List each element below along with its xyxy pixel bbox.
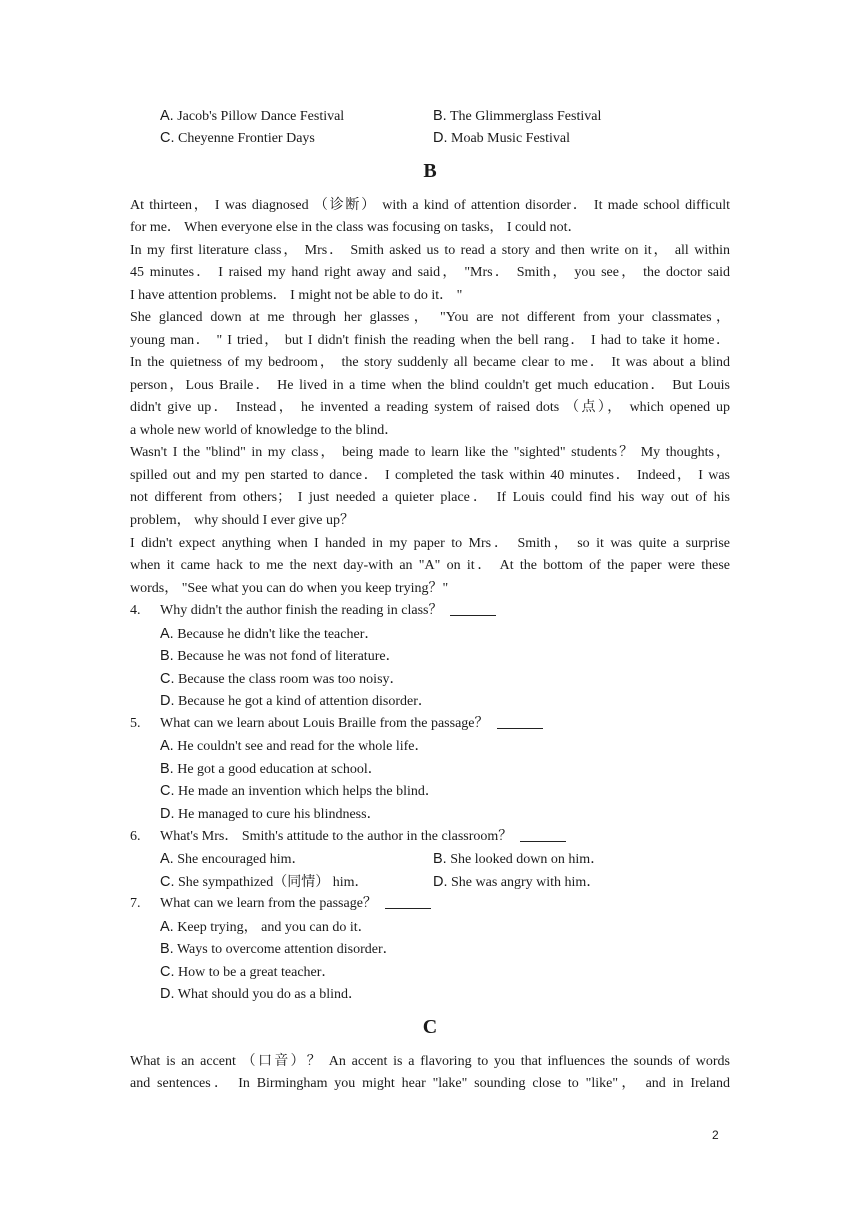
question-5 — [130, 713, 543, 736]
passage-line: Wasn't I the "blind" in my class， being made to learn like the "sighted" students？ My thoughts， — [130, 445, 730, 460]
passage-line: person，Lous Braile． He lived in a time when the blind couldn't get much education． But Louis — [130, 378, 730, 393]
passage-line: for me． When everyone else in the class was focusing on tasks， I could not． — [130, 220, 582, 235]
option-letter: A. — [160, 626, 174, 642]
q4-option-c — [160, 668, 404, 692]
option-text: He managed to cure his blindness． — [178, 807, 381, 822]
option-letter: D. — [160, 986, 175, 1002]
option-b — [433, 105, 601, 129]
q4-option-b — [160, 645, 400, 669]
question-text: What can we learn from the passage？ — [160, 896, 377, 911]
option-text: The Glimmerglass Festival — [449, 109, 602, 124]
q7-option-c — [160, 961, 335, 985]
passage-line: In the quietness of my bedroom， the story suddenly all became clear to me． It was about a blind — [130, 355, 730, 370]
option-letter: C. — [160, 783, 175, 799]
option-letter: A. — [160, 919, 174, 935]
option-d — [433, 127, 570, 151]
passage-line: spilled out and my pen started to dance． I completed the task within 40 minutes． Indeed， I was — [130, 468, 730, 483]
option-text: Jacob's Pillow Dance Festival — [177, 109, 345, 124]
option-text: How to be a great teacher． — [178, 965, 336, 980]
page-number: 2 — [712, 1128, 719, 1142]
question-6 — [130, 826, 566, 849]
option-letter: C. — [160, 130, 175, 146]
option-text: He got a good education at school． — [177, 762, 382, 777]
passage-line: I didn't expect anything when I handed in my paper to Mrs． Smith， so it was quite a surprise — [130, 536, 730, 551]
option-text: Because he was not fond of literature． — [177, 649, 400, 664]
question-number: 7. — [130, 896, 141, 911]
q7-option-b — [160, 938, 397, 962]
option-text: Because he didn't like the teacher． — [177, 627, 379, 642]
passage-line: At thirteen， I was diagnosed （诊断） with a kind of attention disorder． It made school difficult — [130, 198, 730, 213]
question-text: What's Mrs． Smith's attitude to the author in the classroom？ — [160, 829, 513, 844]
option-text: Cheyenne Frontier Days — [178, 131, 315, 146]
option-text: Ways to overcome attention disorder． — [176, 942, 397, 957]
option-letter: C. — [160, 874, 175, 890]
question-text: Why didn't the author finish the reading in class？ — [160, 603, 443, 618]
option-c — [160, 127, 315, 151]
passage-line: I have attention problems． I might not be able to do it． " — [130, 288, 463, 303]
answer-blank[interactable] — [520, 827, 566, 842]
section-heading-c: C — [422, 1016, 438, 1038]
passage-line: words， "See what you can do when you keep trying？" — [130, 581, 449, 596]
passage-line: young man． " I tried， but I didn't finish the reading when the bell rang． I had to take it home． — [130, 333, 730, 348]
option-text: She was angry with him． — [451, 875, 601, 890]
option-letter: B. — [433, 851, 447, 867]
q6-option-b — [433, 848, 604, 872]
passage-line: problem， why should I ever give up？ — [130, 513, 354, 528]
section-heading-b: B — [423, 160, 437, 182]
q5-option-a — [160, 735, 429, 759]
q4-option-d — [160, 690, 432, 714]
option-text: He made an invention which helps the blind． — [178, 784, 439, 799]
passage-line: 45 minutes． I raised my hand right away and said， "Mrs． Smith， you see， the doctor said — [130, 265, 730, 280]
option-text: She sympathized（同情） him． — [178, 875, 369, 890]
option-letter: B. — [160, 648, 174, 664]
q5-option-b — [160, 758, 382, 782]
q7-option-d — [160, 983, 362, 1007]
option-letter: D. — [433, 130, 448, 146]
passage-line: when it came hack to me the next day-with an "A" on it． At the bottom of the paper were these — [130, 558, 730, 573]
q7-option-a — [160, 916, 372, 940]
question-7 — [130, 893, 431, 916]
q4-option-a — [160, 623, 378, 647]
passage-line: not different from others； I just needed a quieter place． If Louis could find his way out of his — [130, 490, 730, 505]
option-letter: A. — [160, 738, 174, 754]
question-4 — [130, 600, 496, 623]
q6-option-d — [433, 871, 600, 895]
option-text: What should you do as a blind． — [177, 987, 363, 1002]
option-letter: B. — [160, 761, 174, 777]
option-letter: B. — [433, 108, 447, 124]
passage-line: and sentences． In Birmingham you might hear "lake" sounding close to "like"， and in Ireland — [130, 1076, 730, 1091]
question-number: 6. — [130, 829, 141, 844]
option-a — [160, 105, 344, 129]
option-letter: C. — [160, 671, 175, 687]
option-letter: A. — [160, 108, 174, 124]
answer-blank[interactable] — [385, 894, 431, 909]
option-letter: D. — [160, 806, 175, 822]
answer-blank[interactable] — [497, 714, 543, 729]
option-letter: B. — [160, 941, 174, 957]
q5-option-d — [160, 803, 381, 827]
question-number: 4. — [130, 603, 141, 618]
option-letter: A. — [160, 851, 174, 867]
q6-option-c — [160, 871, 369, 895]
passage-line: a whole new world of knowledge to the blind． — [130, 423, 399, 438]
option-text: Because the class room was too noisy． — [178, 672, 404, 687]
option-text: Keep trying， and you can do it． — [177, 920, 372, 935]
passage-line: didn't give up． Instead， he invented a reading system of raised dots （点）， which opened up — [130, 400, 730, 415]
passage-line: In my first literature class， Mrs． Smith asked us to read a story and then write on it， all within — [130, 243, 730, 258]
passage-line: She glanced down at me through her glasses， "You are not different from your classmates， — [130, 310, 730, 325]
question-number: 5. — [130, 716, 141, 731]
option-letter: C. — [160, 964, 175, 980]
passage-line: What is an accent （口音）？ An accent is a flavoring to you that influences the sounds of words — [130, 1054, 730, 1069]
option-letter: D. — [433, 874, 448, 890]
option-text: She encouraged him． — [177, 852, 306, 867]
question-text: What can we learn about Louis Braille from the passage？ — [160, 716, 489, 731]
q5-option-c — [160, 780, 439, 804]
option-text: Because he got a kind of attention disorder． — [178, 694, 432, 709]
q6-option-a — [160, 848, 306, 872]
option-letter: D. — [160, 693, 175, 709]
option-text: He couldn't see and read for the whole life． — [177, 739, 429, 754]
option-text: She looked down on him． — [450, 852, 605, 867]
option-text: Moab Music Festival — [451, 131, 570, 146]
answer-blank[interactable] — [450, 601, 496, 616]
